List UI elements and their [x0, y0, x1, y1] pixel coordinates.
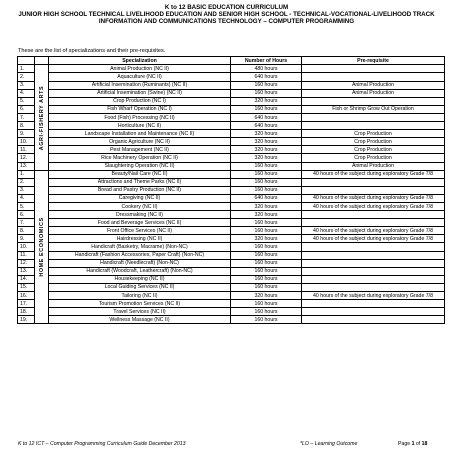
track-title: JUNIOR HIGH SCHOOL TECHNICAL LIVELIHOOD EDUCATION AND SENIOR HIGH SCHOOL - TECHNICAL-VOCATIONAL-LIVELIHOOD TRACK — [18, 11, 435, 18]
row-number: 5. — [18, 97, 35, 105]
prerequisite-cell — [302, 73, 445, 81]
hours-cell: 320 hours — [231, 97, 302, 105]
row-number: 6. — [18, 211, 35, 219]
specialization-cell: Handicraft (Needlecraft) (Non-NC) — [49, 259, 231, 267]
hours-cell: 320 hours — [231, 130, 302, 138]
row-number: 10. — [18, 243, 35, 251]
row-number: 19. — [18, 316, 35, 324]
hours-cell: 640 hours — [231, 122, 302, 130]
specialization-cell: Beauty/Nail Care (NC II) — [49, 170, 231, 178]
hours-cell: 320 hours — [231, 235, 302, 243]
row-number: 12. — [18, 259, 35, 267]
hours-cell: 320 hours — [231, 292, 302, 300]
prerequisite-cell: 40 hours of the subject during exploratory Grade 7/8 — [302, 202, 445, 210]
table-row — [18, 170, 445, 178]
page-total: 18 — [421, 441, 428, 447]
hours-cell: 160 hours — [231, 243, 302, 251]
prerequisite-cell: 40 hours of the subject during exploratory Grade 7/8 — [302, 292, 445, 300]
program-title: INFORMATION AND COMMUNICATIONS TECHNOLOGY – COMPUTER PROGRAMMING — [98, 18, 355, 25]
prerequisite-cell: Crop Production — [302, 154, 445, 162]
table-row — [18, 251, 445, 259]
table-row — [18, 259, 445, 267]
prerequisite-cell — [302, 178, 445, 186]
hours-cell: 160 hours — [231, 308, 302, 316]
specialization-cell: Artificial Insemination (Ruminants) (NC II) — [49, 81, 231, 89]
row-number: 14. — [18, 275, 35, 283]
table-row — [18, 81, 445, 89]
category-cell — [35, 65, 49, 170]
page-prefix: Page — [398, 441, 412, 447]
table-row — [18, 178, 445, 186]
header-blank-cell — [35, 57, 49, 65]
table-row — [18, 202, 445, 210]
row-number: 15. — [18, 283, 35, 291]
row-number: 5. — [18, 202, 35, 210]
row-number: 4. — [18, 89, 35, 97]
hours-cell: 160 hours — [231, 105, 302, 113]
prerequisite-cell — [302, 316, 445, 324]
specialization-cell: Dressmaking (NC II) — [49, 211, 231, 219]
row-number: 9. — [18, 130, 35, 138]
prerequisite-cell: Crop Production — [302, 138, 445, 146]
hours-cell: 480 hours — [231, 65, 302, 73]
table-row — [18, 138, 445, 146]
row-number: 3. — [18, 186, 35, 194]
table-row — [18, 275, 445, 283]
specialization-cell: Fish Wharf Operation (NC I) — [49, 105, 231, 113]
specialization-cell: Cookery (NC II) — [49, 202, 231, 210]
prerequisite-cell — [302, 65, 445, 73]
prerequisite-cell: 40 hours of the subject during exploratory Grade 7/8 — [302, 227, 445, 235]
prerequisite-cell: 40 hours of the subject during exploratory Grade 7/8 — [302, 170, 445, 178]
specialization-cell: Slaughtering Operation (NC II) — [49, 162, 231, 170]
hours-cell: 160 hours — [231, 89, 302, 97]
category-label: AGRI-FISHERY ARTS — [38, 85, 45, 150]
table-row — [18, 130, 445, 138]
specialization-cell: Handicraft (Basketry, Macrame) (Non-NC) — [49, 243, 231, 251]
hours-cell: 160 hours — [231, 162, 302, 170]
intro-text: These are the list of specializations and their pre-requisites. — [18, 48, 166, 54]
specialization-cell: Rice Machinery Operation (NC II) — [49, 154, 231, 162]
specialization-cell: Food and Beverage Services (NC II) — [49, 219, 231, 227]
hours-cell: 160 hours — [231, 81, 302, 89]
hours-cell: 640 hours — [231, 73, 302, 81]
hours-cell: 320 hours — [231, 138, 302, 146]
row-number: 3. — [18, 81, 35, 89]
table-row — [18, 194, 445, 202]
footer-lo-note: *LO – Learning Outcome — [300, 441, 358, 447]
hours-cell: 160 hours — [231, 251, 302, 259]
row-number: 9. — [18, 235, 35, 243]
hours-cell: 320 hours — [231, 211, 302, 219]
curriculum-title: K to 12 BASIC EDUCATION CURRICULUM — [164, 4, 289, 11]
specialization-cell: Aquaculture (NC II) — [49, 73, 231, 81]
specialization-cell: Travel Services (NC II) — [49, 308, 231, 316]
prerequisite-cell: Animal Production — [302, 89, 445, 97]
hours-cell: 320 hours — [231, 146, 302, 154]
footer-page-number — [398, 441, 427, 447]
hours-cell: 160 hours — [231, 316, 302, 324]
prerequisite-cell — [302, 300, 445, 308]
category-label: HOME ECONOMICS — [38, 217, 45, 277]
table-row — [18, 235, 445, 243]
table-row — [18, 73, 445, 81]
table-row — [18, 243, 445, 251]
prerequisite-cell — [302, 186, 445, 194]
table-row — [18, 211, 445, 219]
row-number: 7. — [18, 219, 35, 227]
prerequisite-cell — [302, 251, 445, 259]
specialization-cell: Handicraft (Woodcraft, Leathercraft) (Non-NC) — [49, 267, 231, 275]
table-row — [18, 146, 445, 154]
row-number: 16. — [18, 292, 35, 300]
table-row — [18, 219, 445, 227]
row-number: 8. — [18, 122, 35, 130]
row-number: 2. — [18, 73, 35, 81]
prerequisite-cell — [302, 97, 445, 105]
specialization-cell: Handicraft (Fashion Accessories, Paper Craft) (Non-NC) — [49, 251, 231, 259]
row-number: 11. — [18, 251, 35, 259]
table-row — [18, 292, 445, 300]
prerequisite-cell — [302, 122, 445, 130]
table-row — [18, 97, 445, 105]
prerequisite-cell — [302, 259, 445, 267]
table-row — [18, 267, 445, 275]
hours-cell: 160 hours — [231, 219, 302, 227]
prerequisite-cell — [302, 267, 445, 275]
specialization-cell: Caregiving (NC II) — [49, 194, 231, 202]
hours-cell: 160 hours — [231, 300, 302, 308]
row-number: 12. — [18, 154, 35, 162]
table-row — [18, 65, 445, 73]
specialization-cell: Front Office Services (NC II) — [49, 227, 231, 235]
hours-cell: 320 hours — [231, 202, 302, 210]
hours-cell: 640 hours — [231, 113, 302, 121]
prerequisite-cell — [302, 113, 445, 121]
table-row — [18, 300, 445, 308]
hours-cell: 160 hours — [231, 227, 302, 235]
specialization-cell: Wellness Massage (NC II) — [49, 316, 231, 324]
hours-cell: 160 hours — [231, 186, 302, 194]
specialization-cell: Local Guiding Services (NC II) — [49, 283, 231, 291]
prerequisite-cell: 40 hours of the subject during exploratory Grade 7/8 — [302, 194, 445, 202]
specialization-cell: Landscape Installation and Maintenance (NC II) — [49, 130, 231, 138]
table-row — [18, 162, 445, 170]
table-row — [18, 283, 445, 291]
hours-cell: 160 hours — [231, 275, 302, 283]
prerequisite-cell — [302, 275, 445, 283]
row-number: 1. — [18, 170, 35, 178]
specialization-cell: Artificial Insemination (Swine) (NC II) — [49, 89, 231, 97]
table-row — [18, 122, 445, 130]
table-row — [18, 154, 445, 162]
row-number: 4. — [18, 194, 35, 202]
table-row — [18, 186, 445, 194]
table-row — [18, 105, 445, 113]
specialization-cell: Hairdressing (NC II) — [49, 235, 231, 243]
specialization-cell: Tourism Promotion Services (NC II) — [49, 300, 231, 308]
table-row — [18, 308, 445, 316]
hours-cell: 160 hours — [231, 178, 302, 186]
prerequisite-cell: Animal Production — [302, 81, 445, 89]
specialization-cell: Food (Fish) Processing (NC II) — [49, 113, 231, 121]
table-row — [18, 113, 445, 121]
specialization-cell: Tailoring (NC II) — [49, 292, 231, 300]
row-number: 11. — [18, 146, 35, 154]
prerequisite-cell: Animal Production — [302, 162, 445, 170]
category-cell — [35, 170, 49, 324]
row-number: 8. — [18, 227, 35, 235]
prerequisite-cell: Crop Production — [302, 130, 445, 138]
table-header-row — [18, 57, 445, 65]
row-number: 18. — [18, 308, 35, 316]
row-number: 2. — [18, 178, 35, 186]
hours-cell: 160 hours — [231, 170, 302, 178]
prerequisite-cell: Fish or Shrimp Grow Out Operation — [302, 105, 445, 113]
page-current: 1 — [411, 441, 415, 447]
prerequisite-cell — [302, 243, 445, 251]
row-number: 17. — [18, 300, 35, 308]
specialization-cell: Pest Management (NC II) — [49, 146, 231, 154]
row-number: 6. — [18, 105, 35, 113]
table-row — [18, 316, 445, 324]
prerequisite-cell — [302, 283, 445, 291]
prerequisite-cell — [302, 219, 445, 227]
table-body — [18, 65, 445, 324]
specialization-cell: Housekeeping (NC II) — [49, 275, 231, 283]
footer-guide-title: K to 12 ICT – Computer Programming Curriculum Guide December 2013 — [18, 441, 186, 447]
specialization-cell: Attractions and Theme Parks (NC II) — [49, 178, 231, 186]
specialization-cell: Organic Agriculture (NC II) — [49, 138, 231, 146]
row-number: 1. — [18, 65, 35, 73]
hours-cell: 640 hours — [231, 194, 302, 202]
table-row — [18, 89, 445, 97]
row-number: 7. — [18, 113, 35, 121]
prerequisite-cell: Crop Production — [302, 146, 445, 154]
specialization-cell: Animal Production (NC II) — [49, 65, 231, 73]
row-number: 13. — [18, 162, 35, 170]
hours-cell: 160 hours — [231, 259, 302, 267]
header-hours: Number of Hours — [231, 57, 302, 65]
specializations-table — [17, 56, 445, 324]
hours-cell: 320 hours — [231, 154, 302, 162]
specialization-cell: Horticulture (NC II) — [49, 122, 231, 130]
page-mid: of — [414, 441, 422, 447]
table-row — [18, 227, 445, 235]
specialization-cell: Bread and Pastry Production (NC II) — [49, 186, 231, 194]
hours-cell: 160 hours — [231, 283, 302, 291]
header-specialization: Specialization — [49, 57, 231, 65]
specialization-cell: Crop Production (NC I) — [49, 97, 231, 105]
prerequisite-cell — [302, 308, 445, 316]
hours-cell: 160 hours — [231, 267, 302, 275]
row-number: 13. — [18, 267, 35, 275]
prerequisite-cell — [302, 211, 445, 219]
prerequisite-cell: 40 hours of the subject during exploratory Grade 7/8 — [302, 235, 445, 243]
header-prerequisite: Pre-requisite — [302, 57, 445, 65]
row-number: 10. — [18, 138, 35, 146]
header-blank-cell — [18, 57, 35, 65]
